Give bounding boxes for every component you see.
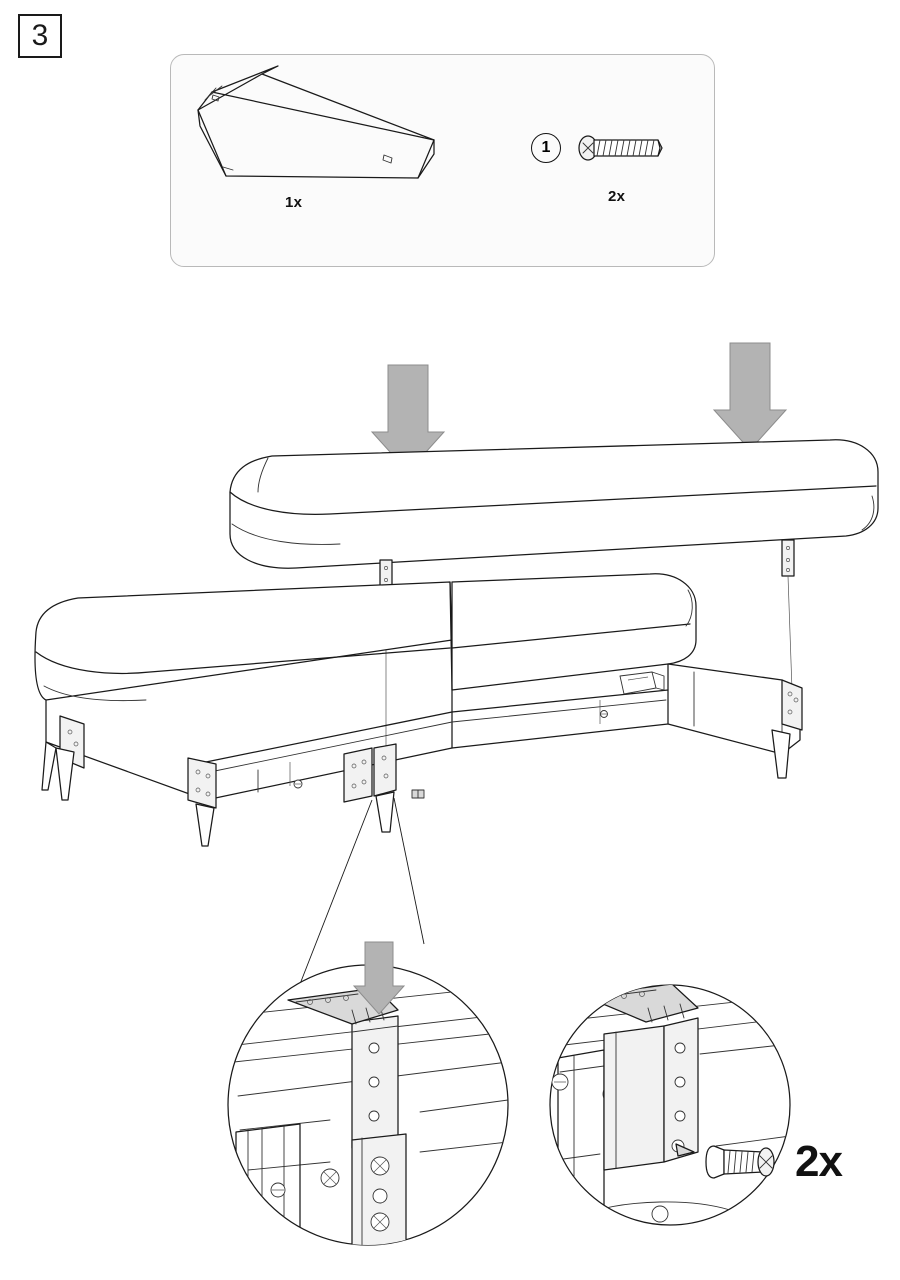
detail-leader-lines (300, 798, 424, 984)
frame-bracket-d (782, 680, 802, 730)
part-seat-cushion-icon (198, 66, 434, 178)
part-cushion-quantity-label: 1x (285, 194, 303, 211)
bracket-insert-detail (228, 942, 508, 1250)
step-number-label: 3 (31, 19, 49, 52)
frame-bracket-a (188, 758, 216, 808)
detail-screw-count-label: 2x (795, 1137, 842, 1186)
frame-screw-marker (294, 711, 608, 799)
upper-seat-cushion (230, 440, 878, 568)
frame-bracket-b (344, 748, 372, 802)
part-screw-callout-number: 1 (531, 133, 561, 163)
sofa-leg-front-mid (196, 804, 214, 846)
sofa-leg-right (772, 730, 790, 778)
sofa-base-assembly (35, 574, 802, 846)
sofa-leg-far-left (42, 742, 56, 790)
upper-cushion-bracket-right (782, 540, 794, 576)
sofa-leg-back-mid (376, 792, 394, 832)
part-screw-icon (579, 136, 662, 160)
sofa-leg-front-left (56, 748, 74, 800)
frame-bracket-c (374, 744, 396, 796)
part-screw-quantity-label: 2x (608, 188, 626, 205)
down-arrow-icon-right (714, 343, 786, 450)
screw-fasten-detail (550, 984, 790, 1225)
